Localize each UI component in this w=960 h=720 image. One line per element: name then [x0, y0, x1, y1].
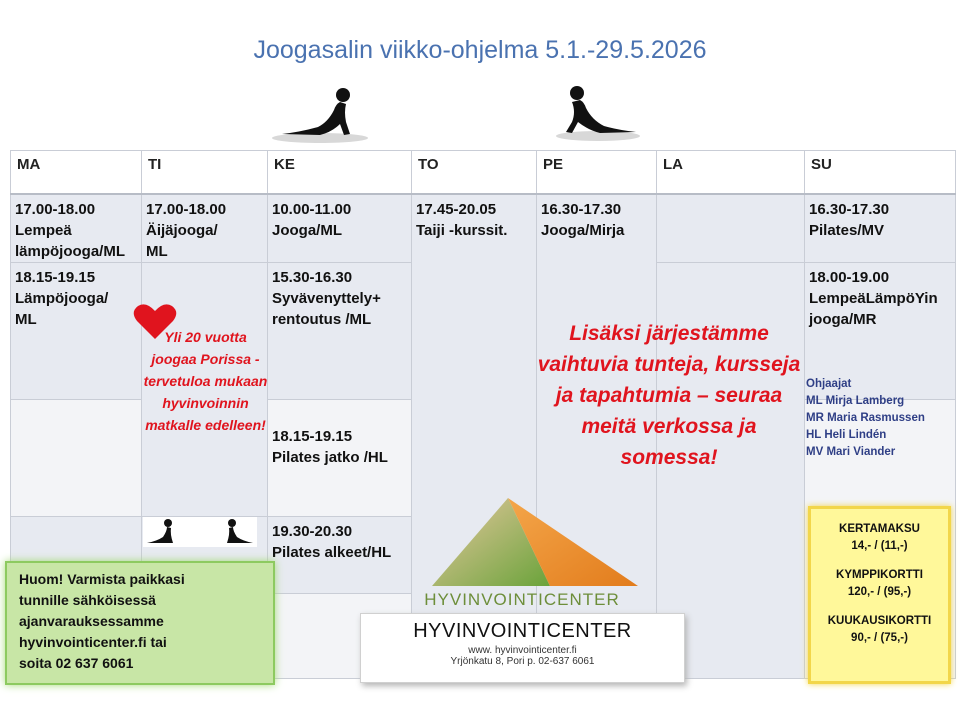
- price-ten-label: KYMPPIKORTTI: [836, 569, 923, 581]
- day-header-ti: TI: [142, 151, 268, 195]
- class-ke-4: 19.30-20.30 Pilates alkeet/HL: [268, 517, 412, 594]
- class-ti-1: 17.00-18.00 Äijäjooga/ ML: [142, 194, 268, 263]
- card-website: www. hyvinvointicenter.fi: [468, 645, 577, 656]
- day-header-ma: MA: [11, 151, 142, 195]
- class-ma-1: 17.00-18.00 Lempeä lämpöjooga/ML: [11, 194, 142, 263]
- yoga-cobra-icon-left: [270, 82, 370, 144]
- class-ma-2: 18.15-19.15 Lämpöjooga/ ML: [11, 263, 142, 400]
- instructor-item: MR Maria Rasmussen: [806, 412, 925, 424]
- class-su-1: 16.30-17.30 Pilates/MV: [805, 194, 956, 263]
- class-ke-1: 10.00-11.00 Jooga/ML: [268, 194, 412, 263]
- booking-notice: Huom! Varmista paikkasi tunnille sähköisessä ajanvarauksessamme hyvinvointicenter.fi tai soita 02 637 6061: [5, 561, 275, 685]
- business-card: [360, 613, 685, 683]
- day-header-ke: KE: [268, 151, 412, 195]
- class-ke-2: 15.30-16.30 Syvävenyttely+ rentoutus /ML: [268, 263, 412, 400]
- class-su-2: 18.00-19.00 LempeäLämpöYin jooga/MR: [805, 263, 956, 400]
- class-to-1: 17.45-20.05 Taiji -kurssit.: [412, 194, 537, 679]
- day-header-su: SU: [805, 151, 956, 195]
- instructors-list: [806, 376, 956, 461]
- price-single-label: KERTAMAKSU: [839, 523, 920, 535]
- anniversary-note: Yli 20 vuotta joogaa Porissa - tervetuloa mukaan hyvinvoinnin matkalle edelleen!: [143, 329, 268, 433]
- day-header-la: LA: [657, 151, 805, 195]
- day-header-to: TO: [412, 151, 537, 195]
- pyramid-logo-icon: [430, 494, 640, 590]
- ma-empty-3: [11, 400, 142, 517]
- logo-wordmark: HYVINVOINTICENTER: [424, 590, 620, 609]
- class-ke-3: 18.15-19.15 Pilates jatko /HL: [268, 400, 412, 517]
- card-company-name: HYVINVOINTICENTER: [413, 620, 632, 642]
- class-la-1: [657, 194, 805, 263]
- price-month-value: 90,- / (75,-): [851, 632, 908, 644]
- price-box: [808, 506, 951, 684]
- page-title: Joogasalin viikko-ohjelma 5.1.-29.5.2026: [253, 36, 707, 64]
- yoga-cobra-icon-right: [552, 84, 642, 142]
- card-address: Yrjönkatu 8, Pori p. 02-637 6061: [450, 656, 595, 667]
- instructors-heading: Ohjaajat: [806, 378, 852, 390]
- instructor-item: ML Mirja Lamberg: [806, 395, 905, 407]
- instructor-item: HL Heli Lindén: [806, 429, 887, 441]
- price-month-label: KUUKAUSIKORTTI: [827, 615, 932, 627]
- events-note: Lisäksi järjestämme vaihtuvia tunteja, kursseja ja tapahtumia – seuraa meitä verkossa ja somessa!: [537, 322, 801, 469]
- yoga-strip-image: [143, 517, 257, 547]
- class-pe-1: 16.30-17.30 Jooga/Mirja: [537, 194, 657, 679]
- day-header-pe: PE: [537, 151, 657, 195]
- price-single-value: 14,- / (11,-): [851, 540, 908, 552]
- price-ten-value: 120,- / (95,-): [847, 586, 912, 598]
- instructor-item: MV Mari Viander: [806, 446, 896, 458]
